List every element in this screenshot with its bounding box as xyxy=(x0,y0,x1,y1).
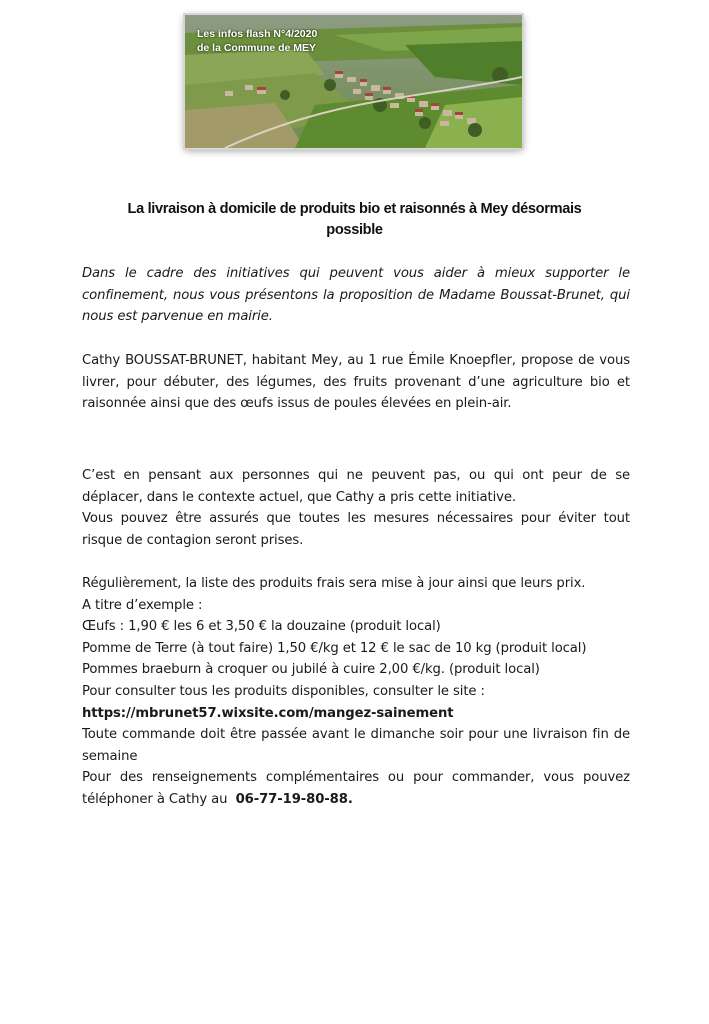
website-link[interactable]: https://mbrunet57.wixsite.com/mangez-sainement xyxy=(82,705,454,721)
price-eggs: Œufs : 1,90 € les 6 et 3,50 € la douzaine (produit local) xyxy=(82,619,441,635)
products-paragraph xyxy=(82,573,630,811)
initiative-text: C’est en pensant aux personnes qui ne peuvent pas, ou qui ont peur de se déplacer, dans le contexte actuel, que Cathy a pris cette initiative. xyxy=(82,468,630,505)
price-apples: Pommes braeburn à croquer ou jubilé à cuire 2,00 €/kg. (produit local) xyxy=(82,662,540,678)
caption-line-commune: de la Commune de MEY xyxy=(197,42,317,54)
safety-text: Vous pouvez être assurés que toutes les mesures nécessaires pour éviter tout risque de contagion seront prises. xyxy=(82,511,630,548)
title-line-1: La livraison à domicile de produits bio et raisonnés à Mey désormais xyxy=(127,201,582,217)
article-title xyxy=(82,199,627,241)
intro-paragraph: Dans le cadre des initiatives qui peuvent vous aider à mieux supporter le confinement, nous vous présentons la proposition de Madame Boussat-Brunet, qui nous est parvenue en mairie. xyxy=(82,266,630,325)
example-label: A titre d’exemple : xyxy=(82,597,203,613)
title-line-2: possible xyxy=(326,222,383,238)
contact-text xyxy=(82,767,630,810)
header-aerial-photo xyxy=(185,15,522,148)
price-list-update-text: Régulièrement, la liste des produits frais sera mise à jour ainsi que leurs prix. xyxy=(82,576,586,591)
price-potatoes: Pomme de Terre (à tout faire) 1,50 €/kg et 12 € le sac de 10 kg (produit local) xyxy=(82,640,587,656)
offer-paragraph: Cathy BOUSSAT-BRUNET, habitant Mey, au 1 rue Émile Knoepfler, propose de vous livrer, pour débuter, des légumes, des fruits provenant d’une agriculture bio et raisonnée ainsi que des œufs issus de poules élevées en plein-air. xyxy=(82,353,630,412)
caption-line-issue: Les infos flash N°4/2020 xyxy=(197,28,318,40)
phone-number[interactable]: 06-77-19-80-88 xyxy=(235,791,348,807)
consult-site-text: Pour consulter tous les produits disponibles, consulter le site : xyxy=(82,683,485,699)
initiative-paragraph xyxy=(82,465,630,551)
newsletter-caption xyxy=(197,27,317,55)
order-deadline-text: Toute commande doit être passée avant le dimanche soir pour une livraison fin de semaine xyxy=(82,727,630,764)
contact-prompt: Pour des renseignements complémentaires ou pour commander, vous pouvez téléphoner à Cathy au xyxy=(82,770,630,807)
phone-suffix: . xyxy=(347,791,353,807)
